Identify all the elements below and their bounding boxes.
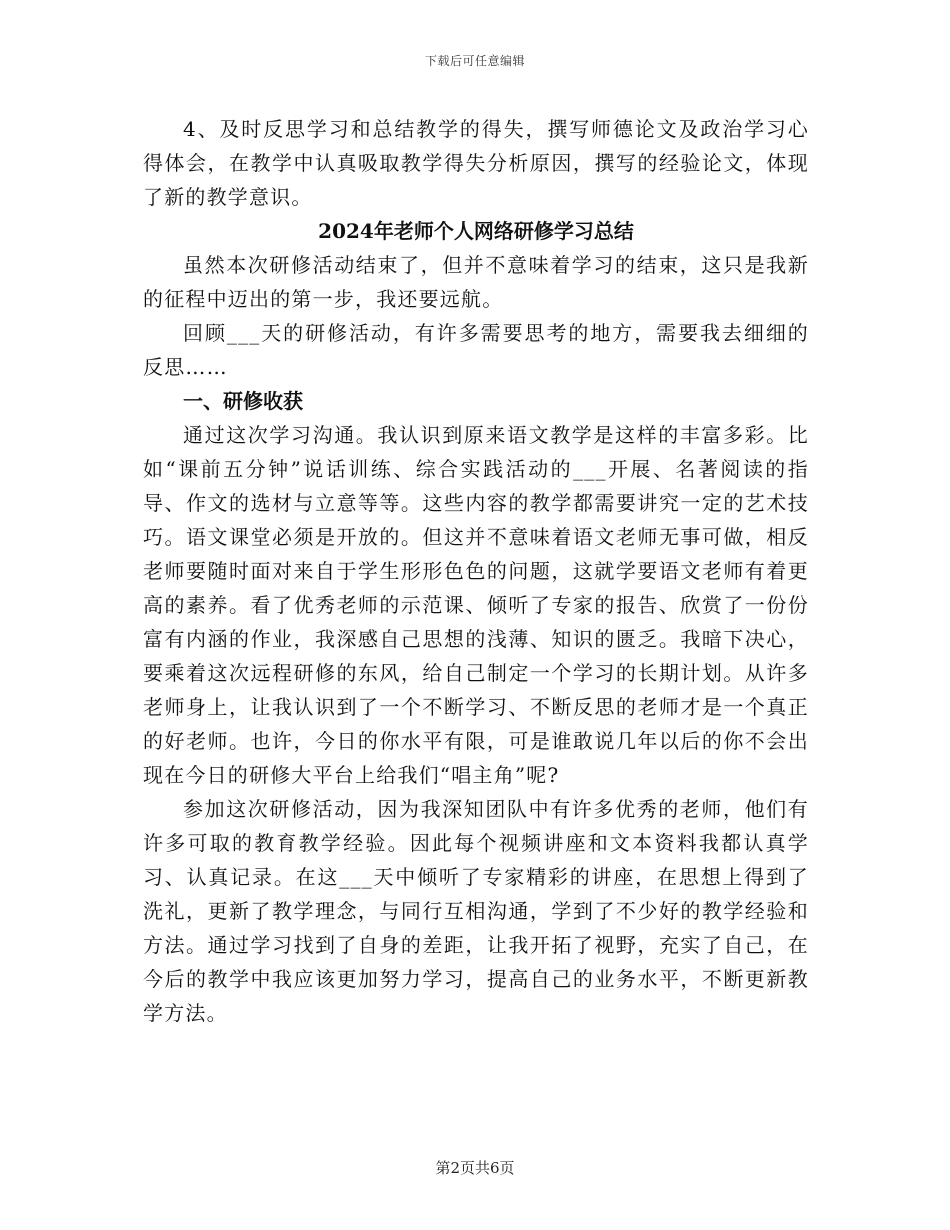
- paragraph-participation: 参加这次研修活动，因为我深知团队中有许多优秀的老师，他们有许多可取的教育教学经验。因此每个视频讲座和文本资料我都认真学习、认真记录。在这___天中倾听了专家精彩的讲座，在思想上得到了洗礼，更新了教学理念，与同行互相沟通，学到了不少好的教学经验和方法。通过学习找到了自身的差距，让我开拓了视野，充实了自己，在今后的教学中我应该更加努力学习，提高自己的业务水平，不断更新教学方法。: [143, 797, 809, 1025]
- header-note: 下载后可任意编辑: [424, 54, 525, 68]
- document-title: 2024年老师个人网络研修学习总结: [318, 219, 634, 243]
- paragraph-learning: 通过这次学习沟通。我认识到原来语文教学是这样的丰富多彩。比如“课前五分钟”说话训练、综合实践活动的___开展、名著阅读的指导、作文的选材与立意等等。这些内容的教学都需要讲究一定的艺术技巧。语文课堂必须是开放的。但这并不意味着语文老师无事可做，相反老师要随时面对来自于学生形形色色的问题，这就学要语文老师有着更高的素养。看了优秀老师的示范课、倾听了专家的报告、欣赏了一份份富有内涵的作业，我深感自己思想的浅薄、知识的匮乏。我暗下决心，要乘着这次远程研修的东风，给自己制定一个学习的长期计划。从许多老师身上，让我认识到了一个不断学习、不断反思的老师才是一个真正的好老师。也许，今日的你水平有限，可是谁敢说几年以后的你不会出现在今日的研修大平台上给我们“唱主角”呢?: [143, 423, 809, 787]
- paragraph-intro: 虽然本次研修活动结束了，但并不意味着学习的结束，这只是我新的征程中迈出的第一步，我还要远航。: [143, 253, 809, 311]
- page-number: 第2页共6页: [435, 1159, 515, 1177]
- paragraph-reflection-item-4: 4、及时反思学习和总结教学的得失，撰写师德论文及政治学习心得体会，在教学中认真吸取教学得失分析原因，撰写的经验论文，体现了新的教学意识。: [143, 117, 809, 209]
- paragraph-review: 回顾___天的研修活动，有许多需要思考的地方，需要我去细细的反思……: [143, 321, 809, 379]
- section-heading: 一、研修收获: [183, 389, 303, 413]
- document-body: [143, 112, 809, 1030]
